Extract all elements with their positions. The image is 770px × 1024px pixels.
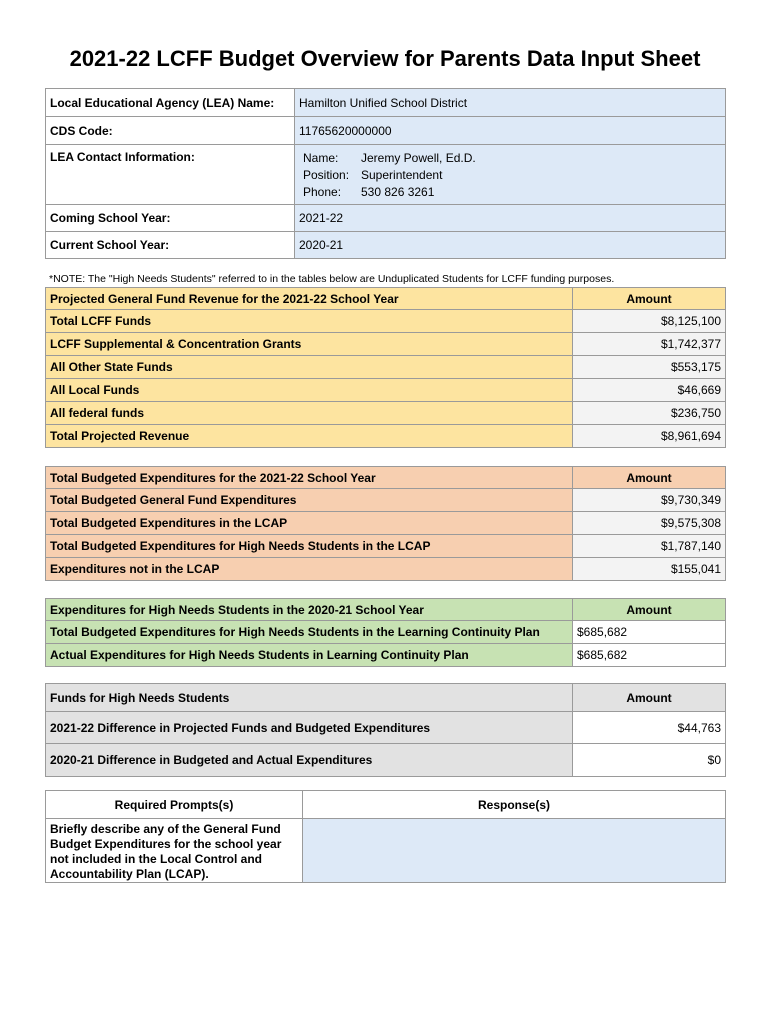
table-row-label: Total Budgeted General Fund Expenditures (46, 489, 573, 512)
response-general-fund-field[interactable] (303, 819, 726, 883)
table-row-label: Total Budgeted Expenditures for High Needs Students in the LCAP (46, 535, 573, 558)
lea-name-field[interactable]: Hamilton Unified School District (295, 89, 726, 117)
amount-cell[interactable]: $9,575,308 (573, 512, 726, 535)
funds-table (45, 683, 726, 777)
table-row-label: Actual Expenditures for High Needs Students in Learning Continuity Plan (46, 644, 573, 667)
coming-year-field[interactable]: 2021-22 (295, 205, 726, 232)
table-row-label: All Local Funds (46, 379, 573, 402)
contact-label: LEA Contact Information: (46, 145, 295, 205)
table-row-label: Expenditures not in the LCAP (46, 558, 573, 581)
current-year-label: Current School Year: (46, 232, 295, 259)
funds-header: Funds for High Needs Students (46, 684, 573, 712)
amount-cell[interactable]: $155,041 (573, 558, 726, 581)
revenue-header: Projected General Fund Revenue for the 2021-22 School Year (46, 288, 573, 310)
amount-cell[interactable]: $1,787,140 (573, 535, 726, 558)
contact-position-value: Superintendent (361, 167, 443, 182)
contact-position-label: Position: (303, 167, 350, 182)
amount-cell[interactable]: $553,175 (573, 356, 726, 379)
amount-cell[interactable]: $46,669 (573, 379, 726, 402)
amount-cell: $44,763 (573, 712, 726, 744)
current-year-field[interactable]: 2020-21 (295, 232, 726, 259)
amount-cell[interactable]: $8,961,694 (573, 425, 726, 448)
high-needs-prior-amount-header: Amount (573, 599, 726, 621)
revenue-table (45, 287, 726, 448)
contact-name-label: Name: (303, 150, 339, 165)
prompts-header: Required Prompts(s) (46, 791, 303, 819)
amount-cell[interactable]: $8,125,100 (573, 310, 726, 333)
amount-cell: $0 (573, 744, 726, 777)
contact-name-value: Jeremy Powell, Ed.D. (361, 150, 476, 165)
table-row-label: LCFF Supplemental & Concentration Grants (46, 333, 573, 356)
high-needs-prior-table (45, 598, 726, 667)
amount-cell[interactable]: $1,742,377 (573, 333, 726, 356)
cds-code-label: CDS Code: (46, 117, 295, 145)
high-needs-prior-header: Expenditures for High Needs Students in the 2020-21 School Year (46, 599, 573, 621)
coming-year-label: Coming School Year: (46, 205, 295, 232)
amount-cell[interactable]: $685,682 (573, 644, 726, 667)
funds-amount-header: Amount (573, 684, 726, 712)
contact-field[interactable] (295, 145, 726, 205)
responses-header: Response(s) (303, 791, 726, 819)
expenditures-amount-header: Amount (573, 467, 726, 489)
table-row-label: 2021-22 Difference in Projected Funds and Budgeted Expenditures (46, 712, 573, 744)
table-row-label: Total Budgeted Expenditures for High Needs Students in the Learning Continuity Plan (46, 621, 573, 644)
table-row-label: Total LCFF Funds (46, 310, 573, 333)
revenue-amount-header: Amount (573, 288, 726, 310)
high-needs-note: *NOTE: The "High Needs Students" referred to in the tables below are Unduplicated Students for LCFF funding purposes. (49, 273, 615, 285)
prompts-table (45, 790, 726, 883)
page-title: 2021-22 LCFF Budget Overview for Parents Data Input Sheet (69, 46, 701, 71)
table-row-label: Total Projected Revenue (46, 425, 573, 448)
table-row-label: 2020-21 Difference in Budgeted and Actual Expenditures (46, 744, 573, 777)
expenditures-header: Total Budgeted Expenditures for the 2021-22 School Year (46, 467, 573, 489)
table-row-label: Total Budgeted Expenditures in the LCAP (46, 512, 573, 535)
contact-phone-label: Phone: (303, 184, 342, 199)
lea-info-table (45, 88, 726, 259)
contact-phone-value: 530 826 3261 (361, 184, 435, 199)
expenditures-table (45, 466, 726, 581)
amount-cell[interactable]: $236,750 (573, 402, 726, 425)
table-row-label: All federal funds (46, 402, 573, 425)
table-row-label: All Other State Funds (46, 356, 573, 379)
prompt-general-fund: Briefly describe any of the General Fund Budget Expenditures for the school year not included in the Local Control and Accountability Plan (LCAP). (46, 819, 303, 883)
cds-code-field[interactable]: 11765620000000 (295, 117, 726, 145)
amount-cell[interactable]: $685,682 (573, 621, 726, 644)
lea-name-label: Local Educational Agency (LEA) Name: (46, 89, 295, 117)
amount-cell[interactable]: $9,730,349 (573, 489, 726, 512)
